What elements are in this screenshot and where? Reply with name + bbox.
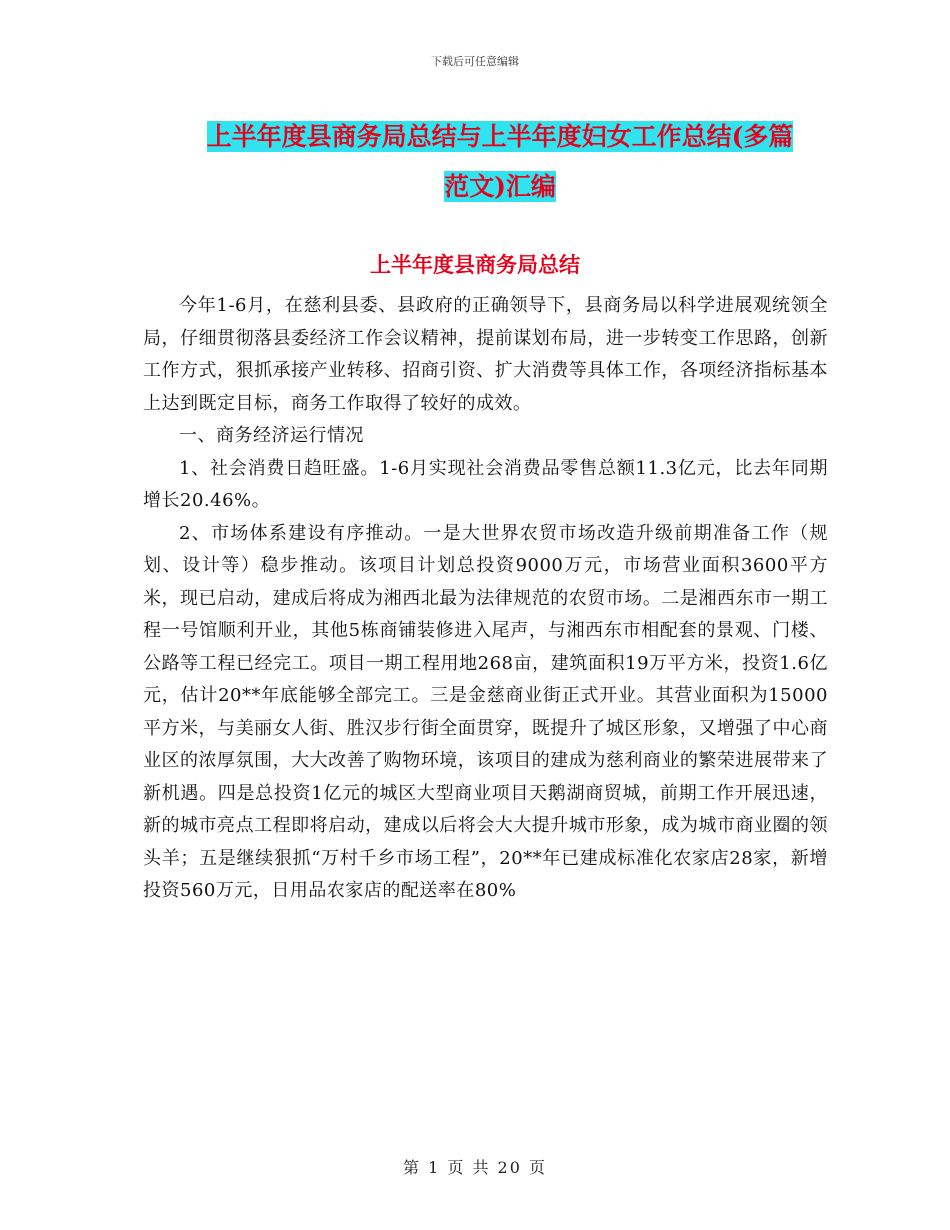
section-title: 上半年度县商务局总结: [370, 252, 580, 277]
paragraph-consumption: 1、社会消费日趋旺盛。1-6月实现社会消费品零售总额11.3亿元，比去年同期增长20.46%。: [143, 457, 828, 511]
header-note: 下载后可任意编辑: [431, 55, 519, 68]
document-title-line-1: 上半年度县商务局总结与上半年度妇女工作总结(多篇: [206, 122, 794, 151]
paragraph-intro: 今年1-6月，在慈利县委、县政府的正确领导下，县商务局以科学进展观统领全局，仔细贯彻落县委经济工作会议精神，提前谋划布局，进一步转变工作思路，创新工作方式，狠抓承接产业转移、招商引资、扩大消费等具体工作，各项经济指标基本上达到既定目标，商务工作取得了较好的成效。: [143, 295, 828, 414]
paragraph-market-system: 2、市场体系建设有序推动。一是大世界农贸市场改造升级前期准备工作（规划、设计等）稳步推动。该项目计划总投资9000万元，市场营业面积3600平方米，现已启动，建成后将成为湘西北最为法律规范的农贸市场。二是湘西东市一期工程一号馆顺利开业，其他5栋商铺装修进入尾声，与湘西东市相配套的景观、门楼、公路等工程已经完工。项目一期工程用地268亩，建筑面积19万平方米，投资1.6亿元，估计20**年底能够全部完工。三是金慈商业街正式开业。其营业面积为15000平方米，与美丽女人街、胜汉步行街全面贯穿，既提升了城区形象，又增强了中心商业区的浓厚氛围，大大改善了购物环境，该项目的建成为慈利商业的繁荣进展带来了新机遇。四是总投资1亿元的城区大型商业项目天鹅湖商贸城，前期工作开展迅速，新的城市亮点工程即将启动，建成以后将会大大提升城市形象，成为城市商业圈的领头羊；五是继续狠抓“万村千乡市场工程”，20**年已建成标准化农家店28家，新增投资560万元，日用品农家店的配送率在80%: [143, 522, 828, 901]
body-text: [143, 290, 828, 908]
document-title-line-2: 范文)汇编: [444, 172, 556, 201]
page-number: 第 1 页 共 20 页: [403, 1158, 547, 1177]
document-title: [150, 112, 850, 212]
paragraph-heading-operation: 一、商务经济运行情况: [179, 425, 364, 446]
